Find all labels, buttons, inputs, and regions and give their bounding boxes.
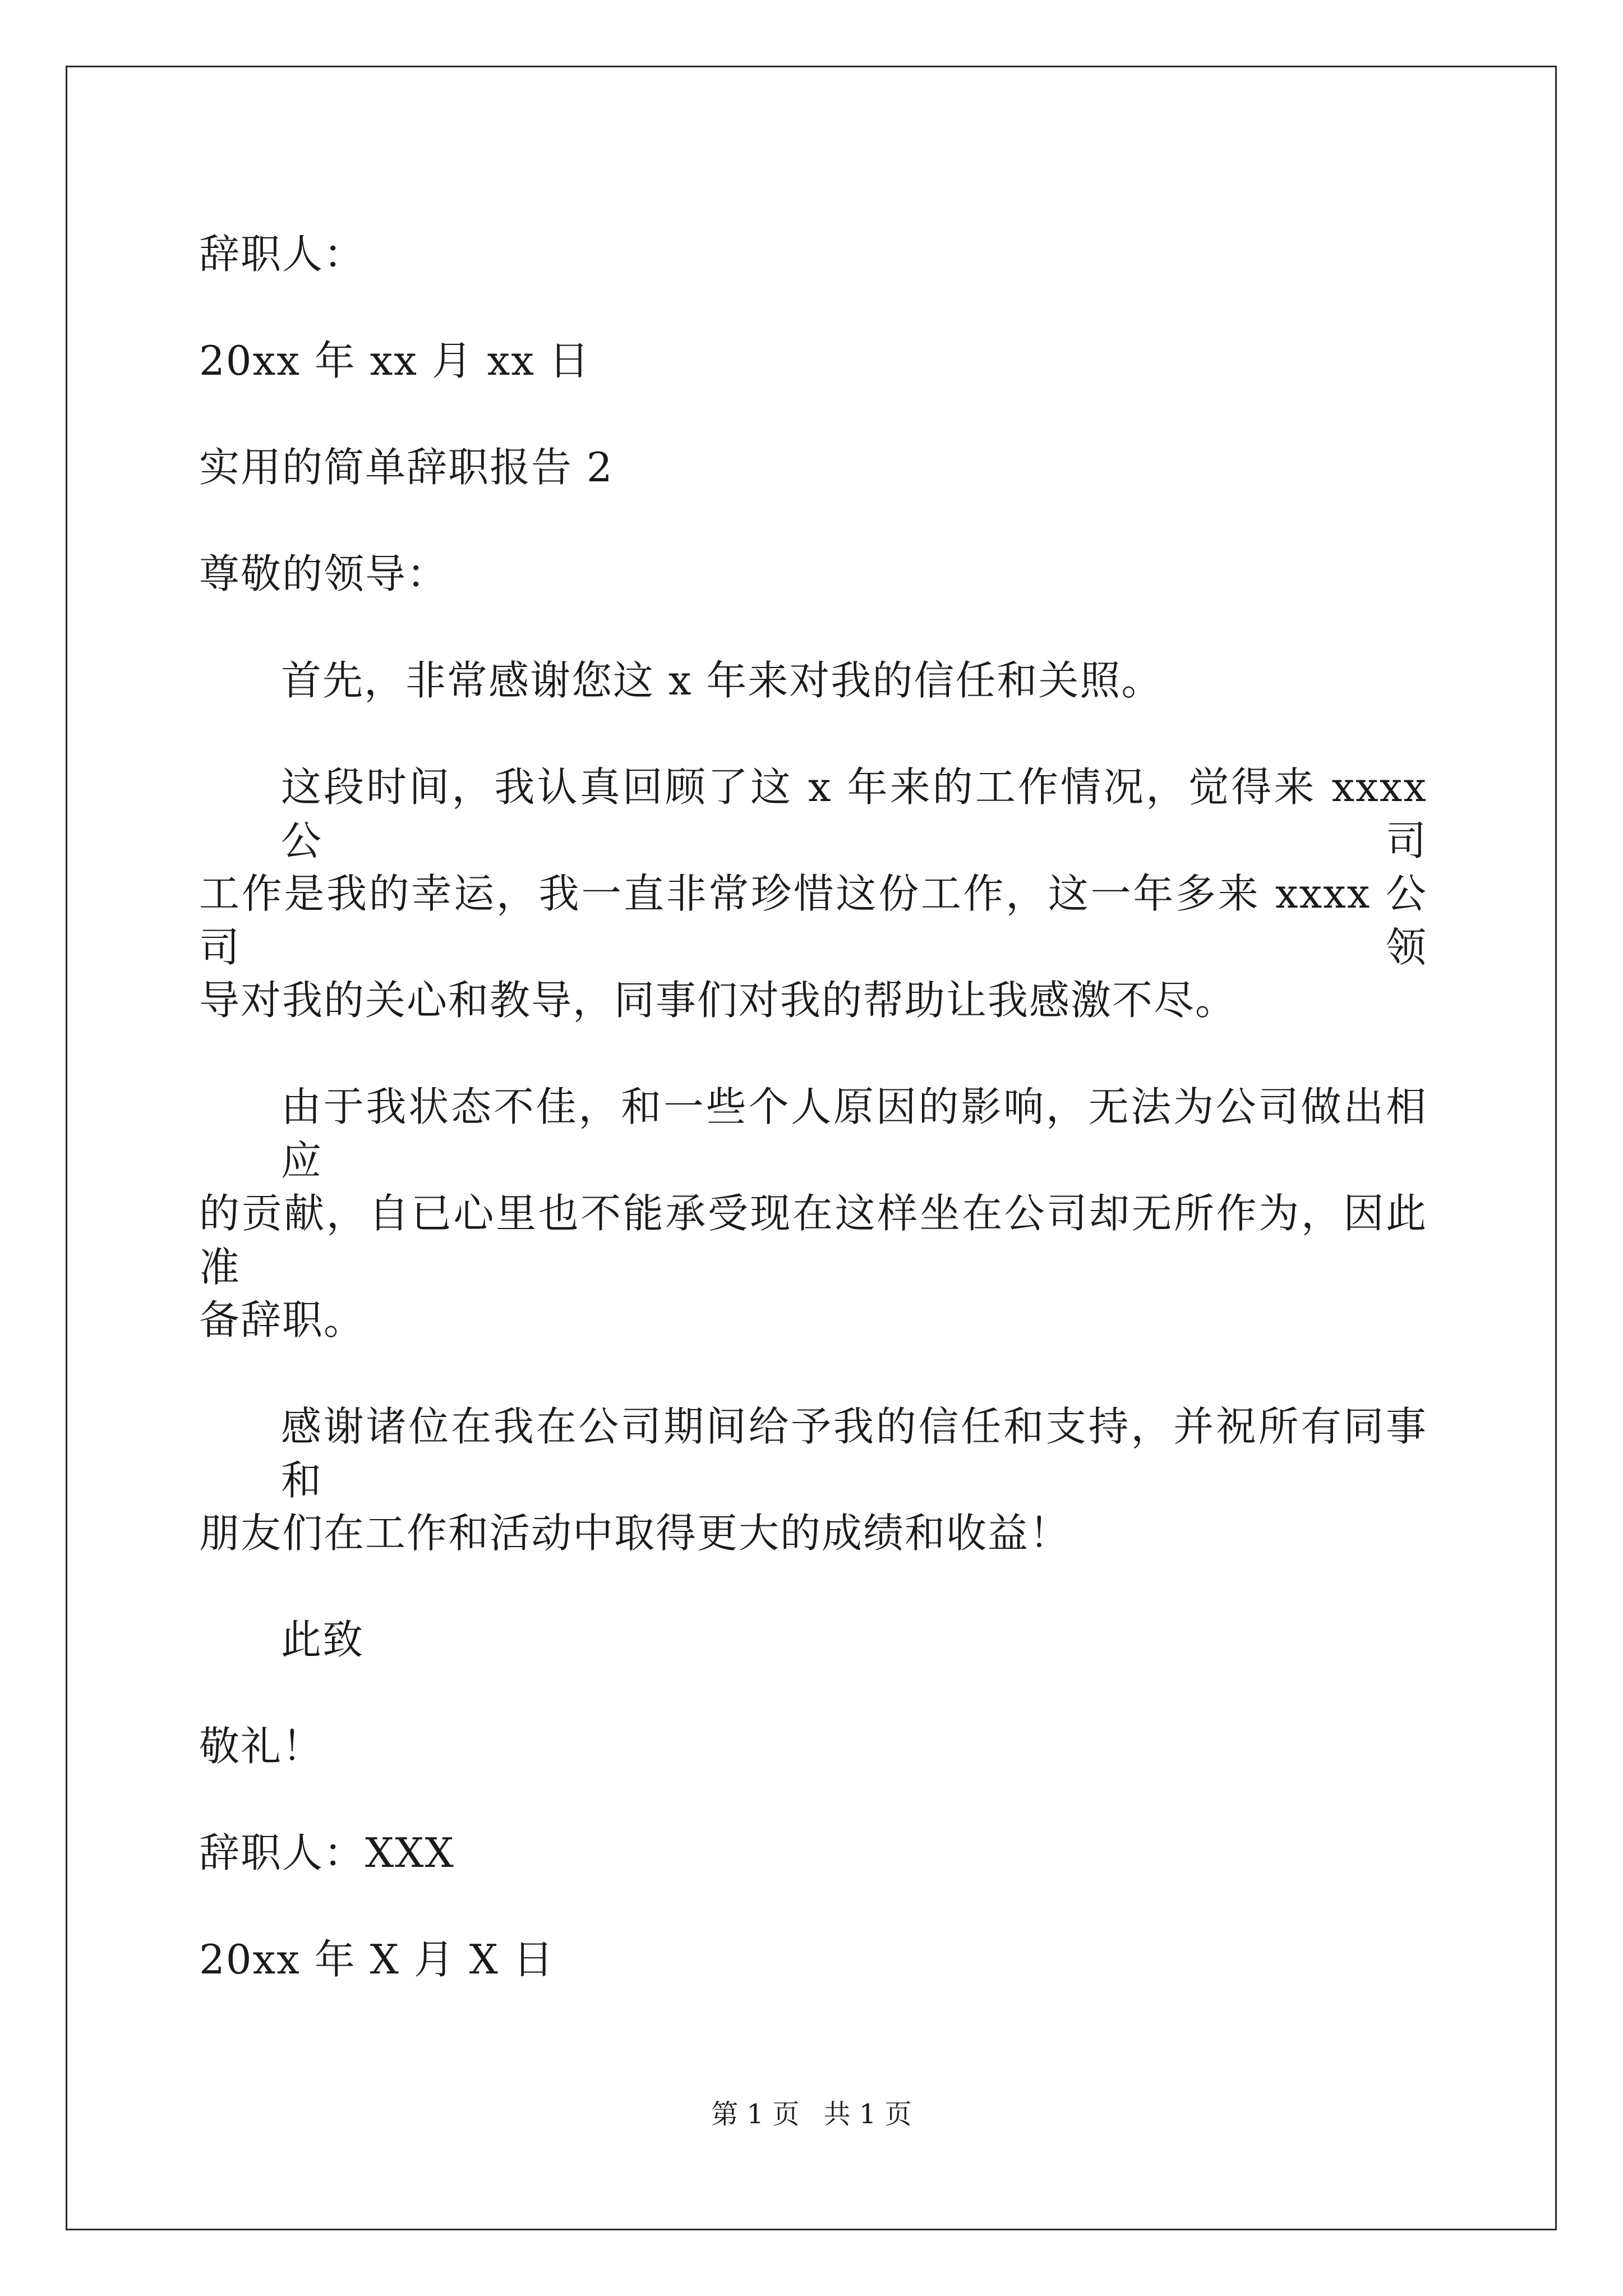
signature-line: 辞职人：XXX [199,1829,455,1876]
paragraph-line: 备辞职。 [199,1296,366,1343]
paragraph-line: 首先，非常感谢您这 x 年来对我的信任和关照。 [281,657,1163,704]
paragraph-line: 由于我状态不佳，和一些个人原因的影响，无法为公司做出相应 [281,1083,1427,1184]
paragraph-line: 导对我的关心和教导，同事们对我的帮助让我感激不尽。 [199,977,1237,1024]
document-title: 实用的简单辞职报告 2 [199,444,614,491]
page-number: 第 1 页 [711,2099,800,2130]
page-footer [0,2096,1623,2132]
paragraph-line: 的贡献，自已心里也不能承受现在这样坐在公司却无所作为，因此准 [199,1190,1427,1291]
closing-salute: 敬礼！ [199,1723,324,1770]
paragraph-line: 朋友们在工作和活动中取得更大的成绩和收益！ [199,1510,1071,1557]
paragraph-line: 感谢诸位在我在公司期间给予我的信任和支持，并祝所有同事和 [281,1403,1427,1504]
closing-phrase: 此致 [281,1616,365,1663]
salutation: 尊敬的领导： [199,550,449,597]
resigner-label: 辞职人： [199,231,366,278]
signature-date: 20xx 年 X 月 X 日 [199,1936,555,1983]
page-total: 共 1 页 [823,2099,912,2130]
date-line: 20xx 年 xx 月 xx 日 [199,337,591,384]
paragraph-line: 这段时间，我认真回顾了这 x 年来的工作情况，觉得来 xxxx 公司 [281,763,1427,864]
paragraph-line: 工作是我的幸运，我一直非常珍惜这份工作，这一年多来 xxxx 公司领 [199,870,1427,971]
